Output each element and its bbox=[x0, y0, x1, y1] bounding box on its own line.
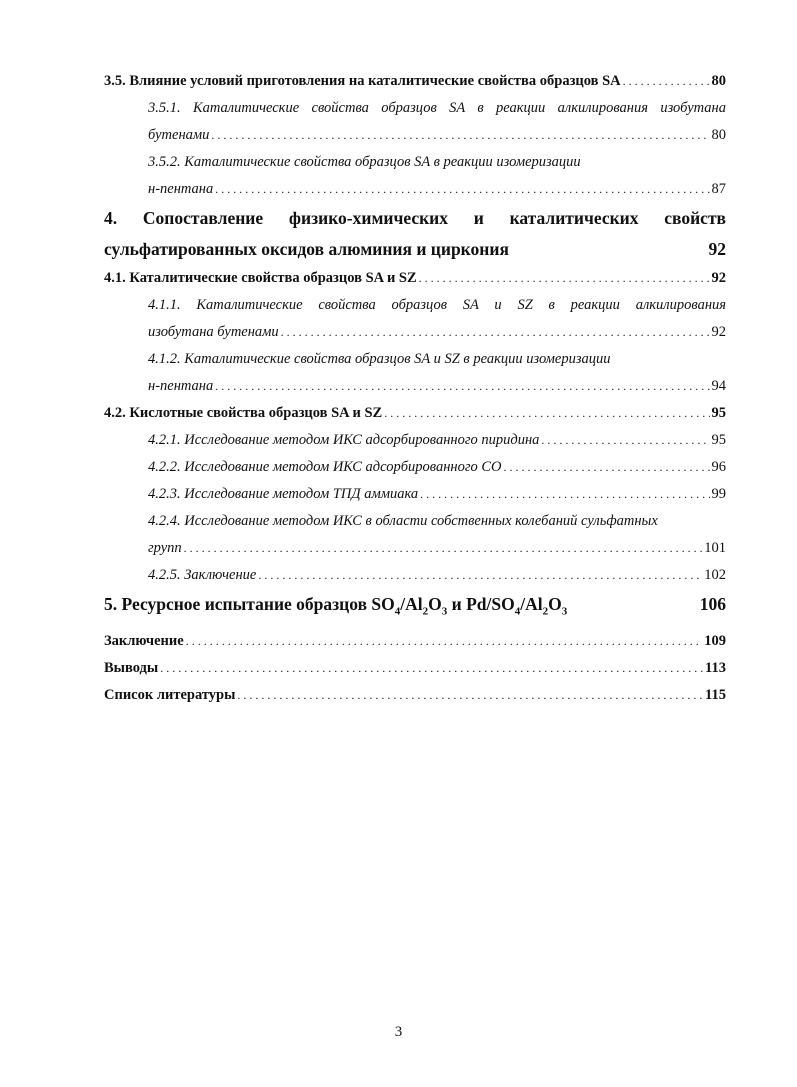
toc-title-line2-row bbox=[148, 319, 726, 346]
toc-title-line2: изобутана бутенами bbox=[148, 324, 279, 340]
toc-leader bbox=[211, 122, 709, 149]
toc-entry-4-2-4[interactable] bbox=[104, 508, 726, 562]
toc-entry-4-2-2[interactable] bbox=[148, 454, 726, 481]
toc-title: 4.2.2. Исследование методом ИКС адсорбированного CO bbox=[148, 459, 502, 475]
toc-leader bbox=[420, 481, 709, 508]
chapter-title: 5. Ресурсное испытание образцов $SO_4/Al_2O_3$ и $Pd/SO_4/Al_2O_3$ bbox=[104, 594, 568, 618]
toc-title-line2: н-пентана bbox=[148, 378, 214, 394]
toc-title: 3.5. Влияние условий приготовления на каталитические свойства образцов SA bbox=[104, 73, 621, 89]
toc-title: 4.2.3. Исследование методом ТПД аммиака bbox=[148, 486, 419, 502]
toc-entry-4-2-1[interactable] bbox=[148, 427, 726, 454]
toc-entry-findings[interactable] bbox=[104, 655, 726, 682]
toc-page: 95 bbox=[711, 432, 726, 448]
toc-page: 109 bbox=[704, 632, 726, 649]
toc-title: 4.2. Кислотные свойства образцов SA и SZ bbox=[104, 405, 383, 421]
toc-page: 95 bbox=[711, 405, 726, 421]
toc-entry-conclusion[interactable] bbox=[104, 628, 726, 655]
toc-entry-4-2[interactable] bbox=[104, 400, 726, 427]
toc-leader bbox=[541, 427, 709, 454]
toc-title-line2: бутенами bbox=[148, 127, 210, 143]
toc-entry-references[interactable] bbox=[104, 682, 726, 709]
toc-chapter-4[interactable] bbox=[104, 203, 726, 265]
toc-title: Заключение bbox=[104, 632, 184, 649]
toc-leader bbox=[258, 562, 702, 589]
toc-title: 4.2.1. Исследование методом ИКС адсорбированного пиридина bbox=[148, 432, 540, 448]
toc-title-line1: 4.1.1. Каталитические свойства образцов SA и SZ в реакции алкилирования bbox=[148, 297, 726, 313]
chapter-title-line2: сульфатированных оксидов алюминия и циркония bbox=[104, 239, 509, 259]
toc-leader bbox=[281, 319, 710, 346]
toc-entry-4-1[interactable] bbox=[104, 265, 726, 292]
toc-leader bbox=[186, 628, 703, 655]
toc-page: 87 bbox=[711, 181, 726, 197]
toc-title-line2-row bbox=[148, 122, 726, 149]
toc-page: 99 bbox=[711, 486, 726, 502]
toc-title-line1: 4.1.2. Каталитические свойства образцов SA и SZ в реакции изомеризации bbox=[148, 351, 611, 367]
toc-title: 4.2.5. Заключение bbox=[148, 567, 257, 583]
toc-entry-3-5-1[interactable] bbox=[104, 95, 726, 149]
toc-title: 4.1. Каталитические свойства образцов SA и SZ bbox=[104, 270, 417, 286]
chapter-title-line2-row bbox=[104, 234, 726, 265]
toc-title-line2-row bbox=[148, 176, 726, 203]
toc-title-line1: 4.2.4. Исследование методом ИКС в области собственных колебаний сульфатных bbox=[148, 513, 658, 529]
toc-title-line2: н-пентана bbox=[148, 181, 214, 197]
toc-leader bbox=[623, 68, 710, 95]
toc-page: 80 bbox=[711, 73, 726, 89]
toc-chapter-5[interactable] bbox=[104, 589, 726, 628]
toc-entry-3-5[interactable] bbox=[104, 68, 726, 95]
toc-leader bbox=[160, 655, 703, 682]
toc-title-line2: групп bbox=[148, 540, 182, 556]
toc-leader bbox=[215, 176, 709, 203]
toc-page: 115 bbox=[705, 686, 726, 703]
toc-leader bbox=[419, 265, 710, 292]
toc-page: 113 bbox=[705, 659, 726, 676]
toc-page: 92 bbox=[708, 239, 726, 259]
toc-entry-4-2-3[interactable] bbox=[148, 481, 726, 508]
toc-entry-4-2-5[interactable] bbox=[148, 562, 726, 589]
toc-page: 92 bbox=[711, 270, 726, 286]
toc-leader bbox=[384, 400, 709, 427]
table-of-contents bbox=[104, 68, 726, 709]
toc-page: 102 bbox=[704, 567, 726, 583]
toc-title: Список литературы bbox=[104, 686, 236, 703]
toc-page: 101 bbox=[704, 540, 726, 556]
toc-entry-3-5-2[interactable] bbox=[104, 149, 726, 203]
toc-leader bbox=[215, 373, 709, 400]
toc-page: 80 bbox=[711, 127, 726, 143]
page-number: 3 bbox=[394, 1024, 403, 1040]
chapter-title-line1: 4. Сопоставление физико-химических и каталитических свойств bbox=[104, 208, 726, 228]
toc-entry-4-1-2[interactable] bbox=[104, 346, 726, 400]
toc-page: 106 bbox=[699, 594, 726, 614]
toc-title-line2-row bbox=[148, 535, 726, 562]
toc-page: 94 bbox=[711, 378, 726, 394]
toc-title-line2-row bbox=[148, 373, 726, 400]
toc-leader bbox=[504, 454, 710, 481]
toc-title-line1: 3.5.2. Каталитические свойства образцов SA в реакции изомеризации bbox=[148, 154, 581, 170]
toc-title-line1: 3.5.1. Каталитические свойства образцов SA в реакции алкилирования изобутана bbox=[148, 100, 726, 116]
toc-page: 92 bbox=[711, 324, 726, 340]
toc-page: 96 bbox=[711, 459, 726, 475]
toc-title: Выводы bbox=[104, 659, 159, 676]
toc-entry-4-1-1[interactable] bbox=[104, 292, 726, 346]
toc-leader bbox=[184, 535, 703, 562]
toc-leader bbox=[237, 682, 703, 709]
